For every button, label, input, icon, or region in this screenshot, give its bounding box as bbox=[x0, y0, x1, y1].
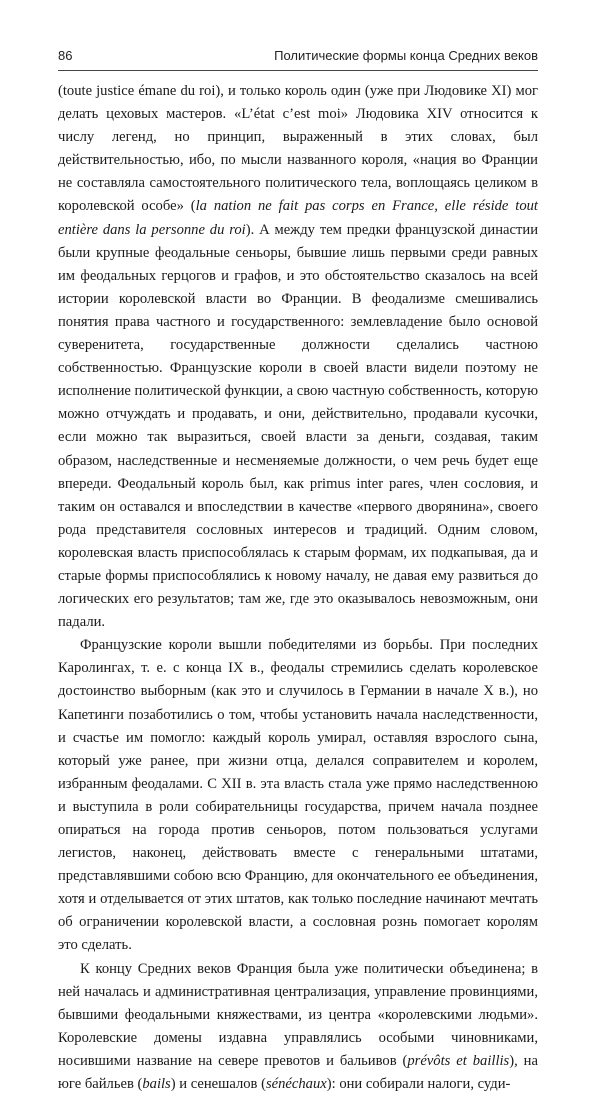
italic-run: bails bbox=[142, 1076, 171, 1093]
text-run: Французские короли вышли победителями из борьбы. При последних Каролингах, т. е. с конца IX в., феодалы стремились сделать королевское достоинство выборным (как это и случилось в Германии в начале X в.), но Капетинги позаботились о том, чтобы установить начала наследственности, и счастье им помогло: каждый король умирал, оставляя взрослого сына, который уже ранее, при жизни отца, делался соправителем и королем, избранным феодалами. С XII в. эта власть стала уже прямо наследственною и выступила в роли собирательницы государства, причем начала позднее опираться на города против сеньоров, потом пользоваться услугами легистов, наконец, действовать вместе с генеральными штатами, представлявшими собою всю Францию, для окончательного ее объединения, хотя и отделывается от этих штатов, как только последние начинают мечтать об ограничении королевской власти, а сословная рознь помогает королям это сделать. bbox=[58, 637, 538, 954]
text-run: ). А между тем предки французской династии были крупные феодальные сеньоры, бывшие лишь первыми среди равных им феодальных герцогов и графов, и это обстоятельство сказалось на всей истории королевской власти во Франции. В феодализме смешивались понятия права частного и государственного: землевладение было основой суверенитета, государственные должности сделались частною собственностью. Французские короли в своей власти видели поэтому не исполнение политической функции, а свою частную собственность, которую можно отчуждать и продавать, и они, действительно, продавали кусочки, если можно так выразиться, своей власти за деньги, создавая, таким образом, наследственные и несменяемые должности, о чем речь будет еще впереди. Феодальный король был, как primus inter pares, член сословия, и таким он оставался и впоследствии в качестве «первого дворянина», своего рода представителя сословных интересов и традиций. Одним словом, королевская власть приспособлялась к старым формам, их подкапывая, да и старые формы приспособлялись к новому началу, не давая ему развиться до логических его результатов; там же, где это оказывалось невозможным, они падали. bbox=[58, 221, 538, 631]
page-number: 86 bbox=[58, 48, 73, 63]
header-rule bbox=[58, 70, 538, 71]
text-run: ): они собирали налоги, суди- bbox=[326, 1076, 511, 1093]
italic-run: prévôts et baillis bbox=[407, 1052, 510, 1069]
text-run: К концу Средних веков Франция была уже политически объединена; в ней началась и административная централизация, управление провинциями, бывшими феодальными княжествами, из центра «королевскими людьми». Королевские домены издавна управлялись особыми чиновниками, носившими название на севере превотов и бальивов ( bbox=[58, 960, 538, 1069]
running-title: Политические формы конца Средних веков bbox=[274, 48, 538, 63]
paragraph-2 bbox=[58, 634, 538, 957]
paragraph-1 bbox=[58, 80, 538, 634]
paragraph-3 bbox=[58, 958, 538, 1096]
italic-run: sénéchaux bbox=[265, 1076, 327, 1093]
text-run: ), на юге байльев ( bbox=[58, 1052, 538, 1093]
body-text bbox=[58, 80, 538, 1096]
text-run: ) и сенешалов ( bbox=[170, 1076, 266, 1093]
italic-run: la nation ne fait pas corps en France, elle réside tout entière dans la personne du roi bbox=[58, 198, 538, 238]
running-head bbox=[58, 48, 538, 72]
text-run: (toute justice émane du roi), и только король один (уже при Людовике XI) мог делать цеховых мастеров. «L’état c’est moi» Людовика XIV относится к числу легенд, но принцип, выраженный в этих словах, был действительностью, ибо, по мысли названного короля, «нация во Франции не составляла самостоятельного политического тела, воплощаясь целиком в королевской особе» ( bbox=[58, 83, 538, 215]
